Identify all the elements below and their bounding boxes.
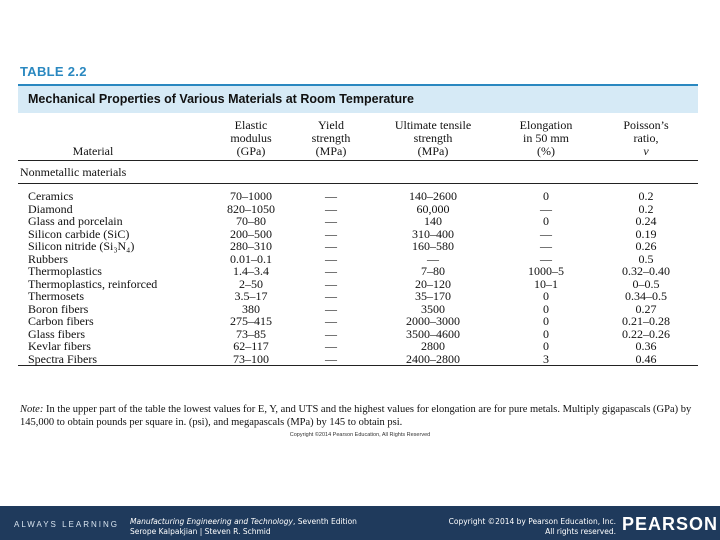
cell-poissons-ratio: 0.19 [635, 226, 657, 241]
cell-material: Diamond [28, 201, 73, 216]
table-row [18, 303, 698, 316]
cell-material: Ceramics [28, 189, 74, 204]
cell-material: Rubbers [28, 251, 68, 266]
header-elastic-modulus: Elastic modulus (GPa) [230, 118, 272, 158]
book-title: Manufacturing Engineering and Technology [130, 517, 293, 526]
copyright-line-2: All rights reserved. [545, 527, 616, 536]
table-label: TABLE 2.2 [20, 64, 87, 79]
section-row [18, 161, 698, 184]
cell-elongation: — [540, 251, 552, 266]
header-poissons-ratio: Poisson’s ratio, ν [623, 118, 669, 158]
table-row [18, 328, 698, 341]
cell-poissons-ratio: 0.22–0.26 [622, 326, 670, 341]
header-ultimate-tensile-strength: Ultimate tensile strength (MPa) [394, 118, 472, 158]
table-row [18, 203, 698, 216]
note-lead: Note: [20, 404, 44, 415]
cell-elongation: — [540, 226, 552, 241]
cell-material: Glass and porcelain [28, 214, 123, 229]
cell-ultimate-tensile-strength: 2400–2800 [406, 351, 460, 366]
cell-elastic-modulus: 200–500 [230, 226, 272, 241]
cell-ultimate-tensile-strength: 20–120 [415, 276, 451, 291]
cell-elongation: 0 [543, 289, 549, 304]
cell-elastic-modulus: 3.5–17 [234, 289, 268, 304]
table-row [18, 240, 698, 253]
cell-yield-strength: — [325, 351, 337, 366]
section-heading: Nonmetallic materials [20, 165, 127, 179]
book-authors: Serope Kalpakjian | Steven R. Schmid [130, 527, 271, 536]
cell-elastic-modulus: 380 [242, 301, 260, 316]
table-note [20, 403, 710, 429]
cell-yield-strength: — [325, 326, 337, 341]
table-title: Mechanical Properties of Various Materials at Room Temperature [28, 92, 414, 106]
cell-poissons-ratio: 0.34–0.5 [625, 289, 667, 304]
publisher-copyright [412, 517, 616, 537]
cell-ultimate-tensile-strength: 140 [424, 214, 442, 229]
cell-yield-strength: — [325, 289, 337, 304]
cell-ultimate-tensile-strength: 2000–3000 [406, 314, 460, 329]
cell-elastic-modulus: 62–117 [233, 339, 269, 354]
cell-material: Carbon fibers [28, 314, 94, 329]
cell-elongation: 0 [543, 214, 549, 229]
header-row [18, 113, 698, 161]
cell-elongation: — [540, 201, 552, 216]
cell-elongation: — [540, 239, 552, 254]
cell-material: Silicon carbide (SiC) [28, 226, 130, 241]
table-row [18, 340, 698, 353]
cell-elongation: 0 [543, 189, 549, 204]
table-row [18, 253, 698, 266]
footer-bar [0, 506, 720, 540]
cell-material: Thermoplastics [28, 264, 102, 279]
cell-material: Boron fibers [28, 301, 89, 316]
cell-poissons-ratio: 0.24 [635, 214, 657, 229]
cell-material: Silicon nitride (Si₃N₄) [28, 239, 135, 254]
cell-elastic-modulus: 2–50 [239, 276, 263, 291]
cell-ultimate-tensile-strength: — [427, 251, 439, 266]
cell-poissons-ratio: 0.5 [638, 251, 654, 266]
header-material: Material [72, 144, 114, 158]
cell-elastic-modulus: 73–100 [233, 351, 269, 366]
cell-poissons-ratio: 0.32–0.40 [622, 264, 670, 279]
cell-yield-strength: — [325, 239, 337, 254]
cell-elongation: 0 [543, 326, 549, 341]
cell-yield-strength: — [325, 189, 337, 204]
table-row [18, 215, 698, 228]
cell-elastic-modulus: 1.4–3.4 [233, 264, 269, 279]
book-edition: , Seventh Edition [292, 517, 357, 526]
properties-table-container [18, 113, 698, 366]
cell-poissons-ratio: 0.2 [638, 189, 654, 204]
cell-material: Thermosets [28, 289, 84, 304]
cell-ultimate-tensile-strength: 310–400 [412, 226, 454, 241]
cell-elongation: 3 [543, 351, 549, 366]
properties-table [18, 113, 698, 366]
cell-elongation: 0 [543, 314, 549, 329]
cell-poissons-ratio: 0.26 [635, 239, 657, 254]
cell-yield-strength: — [325, 226, 337, 241]
table-row [18, 353, 698, 366]
cell-elastic-modulus: 280–310 [230, 239, 272, 254]
cell-yield-strength: — [325, 314, 337, 329]
table-row [18, 278, 698, 291]
cell-material: Thermoplastics, reinforced [28, 276, 158, 291]
cell-yield-strength: — [325, 214, 337, 229]
cell-poissons-ratio: 0.27 [635, 301, 657, 316]
cell-poissons-ratio: 0.2 [638, 201, 654, 216]
header-yield-strength: Yield strength (MPa) [311, 118, 351, 158]
cell-elastic-modulus: 73–85 [236, 326, 266, 341]
cell-material: Kevlar fibers [28, 339, 91, 354]
cell-elastic-modulus: 275–415 [230, 314, 272, 329]
cell-ultimate-tensile-strength: 140–2600 [409, 189, 457, 204]
cell-ultimate-tensile-strength: 60,000 [416, 201, 450, 216]
cell-ultimate-tensile-strength: 3500 [421, 301, 445, 316]
cell-elastic-modulus: 70–80 [236, 214, 266, 229]
cell-elastic-modulus: 0.01–0.1 [230, 251, 272, 266]
cell-material: Spectra Fibers [28, 351, 97, 366]
cell-ultimate-tensile-strength: 160–580 [412, 239, 454, 254]
cell-yield-strength: — [325, 301, 337, 316]
always-learning-text: ALWAYS LEARNING [14, 520, 119, 529]
table-row [18, 265, 698, 278]
cell-yield-strength: — [325, 276, 337, 291]
cell-poissons-ratio: 0.21–0.28 [622, 314, 670, 329]
cell-yield-strength: — [325, 264, 337, 279]
table-row [18, 190, 698, 203]
cell-elongation: 0 [543, 339, 549, 354]
book-citation [130, 517, 357, 537]
cell-poissons-ratio: 0–0.5 [632, 276, 660, 291]
cell-poissons-ratio: 0.36 [635, 339, 657, 354]
cell-elongation: 10–1 [534, 276, 558, 291]
cell-ultimate-tensile-strength: 35–170 [415, 289, 451, 304]
copyright-line-1: Copyright ©2014 by Pearson Education, Inc. [448, 517, 616, 526]
table-body [18, 161, 698, 366]
table-row [18, 315, 698, 328]
note-text: In the upper part of the table the lowest values for E, Y, and UTS and the highest values for elongation are for pure metals. Multiply gigapascals (GPa) by 145,000 to obtain pounds per square in. (psi), and megapascals (MPa) by 145 to obtain psi. [20, 404, 692, 428]
pearson-logo: PEARSON [622, 514, 719, 534]
cell-elastic-modulus: 820–1050 [227, 201, 275, 216]
cell-elongation: 0 [543, 301, 549, 316]
cell-yield-strength: — [325, 251, 337, 266]
header-elongation: Elongation in 50 mm (%) [519, 118, 573, 158]
cell-yield-strength: — [325, 339, 337, 354]
cell-material: Glass fibers [28, 326, 85, 341]
cell-yield-strength: — [325, 201, 337, 216]
figure-copyright: Copyright ©2014 Pearson Education, All Rights Reserved [289, 432, 431, 438]
table-row [18, 228, 698, 241]
table-title-bar [18, 84, 698, 113]
cell-elongation: 1000–5 [528, 264, 564, 279]
cell-poissons-ratio: 0.46 [635, 351, 657, 366]
cell-ultimate-tensile-strength: 7–80 [421, 264, 445, 279]
cell-ultimate-tensile-strength: 2800 [421, 339, 445, 354]
cell-elastic-modulus: 70–1000 [230, 189, 272, 204]
table-row [18, 290, 698, 303]
cell-ultimate-tensile-strength: 3500–4600 [406, 326, 460, 341]
